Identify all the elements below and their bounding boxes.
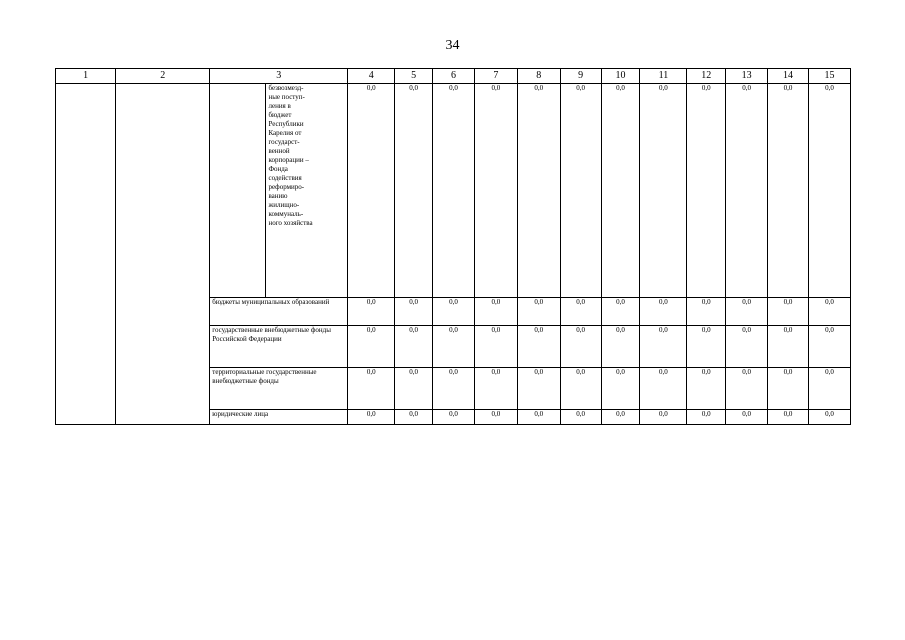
column-header-4: 4 — [348, 69, 395, 84]
column-header-1: 1 — [56, 69, 116, 84]
column-header-12: 12 — [687, 69, 726, 84]
cell-col-1 — [56, 84, 116, 425]
value-cell: 0,0 — [395, 326, 433, 368]
value-cell: 0,0 — [808, 298, 850, 326]
value-cell: 0,0 — [517, 84, 560, 298]
value-cell: 0,0 — [601, 326, 640, 368]
cell-col-2 — [116, 84, 210, 425]
value-cell: 0,0 — [517, 368, 560, 410]
value-cell: 0,0 — [640, 326, 687, 368]
value-cell: 0,0 — [601, 298, 640, 326]
value-cell: 0,0 — [433, 298, 475, 326]
value-cell: 0,0 — [687, 410, 726, 425]
value-cell: 0,0 — [640, 84, 687, 298]
value-cell: 0,0 — [687, 326, 726, 368]
value-cell: 0,0 — [560, 410, 601, 425]
value-cell: 0,0 — [601, 410, 640, 425]
column-header-6: 6 — [433, 69, 475, 84]
value-cell: 0,0 — [768, 298, 809, 326]
column-header-5: 5 — [395, 69, 433, 84]
value-cell: 0,0 — [348, 410, 395, 425]
table-row — [56, 84, 851, 298]
column-header-10: 10 — [601, 69, 640, 84]
value-cell: 0,0 — [808, 368, 850, 410]
value-cell: 0,0 — [726, 368, 768, 410]
value-cell: 0,0 — [474, 410, 517, 425]
value-cell: 0,0 — [726, 298, 768, 326]
row-label: территориальные государственные внебюджетные фонды — [210, 368, 348, 410]
column-header-8: 8 — [517, 69, 560, 84]
row-label: государственные внебюджетные фонды Российской Федерации — [210, 326, 348, 368]
value-cell: 0,0 — [687, 298, 726, 326]
value-cell: 0,0 — [560, 84, 601, 298]
value-cell: 0,0 — [808, 84, 850, 298]
value-cell: 0,0 — [560, 326, 601, 368]
value-cell: 0,0 — [348, 326, 395, 368]
value-cell: 0,0 — [395, 298, 433, 326]
column-header-13: 13 — [726, 69, 768, 84]
value-cell: 0,0 — [348, 84, 395, 298]
column-header-3: 3 — [210, 69, 348, 84]
value-cell: 0,0 — [560, 368, 601, 410]
value-cell: 0,0 — [433, 84, 475, 298]
column-header-11: 11 — [640, 69, 687, 84]
row-label: безвозмезд- ные поступ- ления в бюджет Республики Карелия от государст- венной корпорации – Фонда содействия реформиро- ванию жилищно- коммуналь- ного хозяйства — [266, 84, 348, 298]
value-cell: 0,0 — [433, 326, 475, 368]
value-cell: 0,0 — [517, 298, 560, 326]
column-header-15: 15 — [808, 69, 850, 84]
value-cell: 0,0 — [640, 410, 687, 425]
value-cell: 0,0 — [517, 410, 560, 425]
value-cell: 0,0 — [768, 410, 809, 425]
value-cell: 0,0 — [395, 410, 433, 425]
value-cell: 0,0 — [808, 326, 850, 368]
column-header-2: 2 — [116, 69, 210, 84]
value-cell: 0,0 — [348, 368, 395, 410]
value-cell: 0,0 — [517, 326, 560, 368]
value-cell: 0,0 — [726, 410, 768, 425]
value-cell: 0,0 — [687, 368, 726, 410]
value-cell: 0,0 — [348, 298, 395, 326]
row-label: юридические лица — [210, 410, 348, 425]
value-cell: 0,0 — [768, 326, 809, 368]
budget-table — [55, 68, 851, 425]
column-header-14: 14 — [768, 69, 809, 84]
value-cell: 0,0 — [395, 368, 433, 410]
value-cell: 0,0 — [601, 84, 640, 298]
value-cell: 0,0 — [726, 326, 768, 368]
value-cell: 0,0 — [640, 368, 687, 410]
value-cell: 0,0 — [560, 298, 601, 326]
value-cell: 0,0 — [433, 410, 475, 425]
value-cell: 0,0 — [474, 368, 517, 410]
value-cell: 0,0 — [768, 368, 809, 410]
value-cell: 0,0 — [768, 84, 809, 298]
value-cell: 0,0 — [601, 368, 640, 410]
value-cell: 0,0 — [395, 84, 433, 298]
value-cell: 0,0 — [687, 84, 726, 298]
column-header-9: 9 — [560, 69, 601, 84]
row-label: бюджеты муниципальных образований — [210, 298, 348, 326]
cell-col-3-indent — [210, 84, 266, 298]
value-cell: 0,0 — [474, 298, 517, 326]
page-number: 34 — [445, 38, 460, 53]
value-cell: 0,0 — [474, 84, 517, 298]
value-cell: 0,0 — [640, 298, 687, 326]
value-cell: 0,0 — [808, 410, 850, 425]
value-cell: 0,0 — [726, 84, 768, 298]
value-cell: 0,0 — [474, 326, 517, 368]
value-cell: 0,0 — [433, 368, 475, 410]
column-header-7: 7 — [474, 69, 517, 84]
header-row — [56, 69, 851, 84]
